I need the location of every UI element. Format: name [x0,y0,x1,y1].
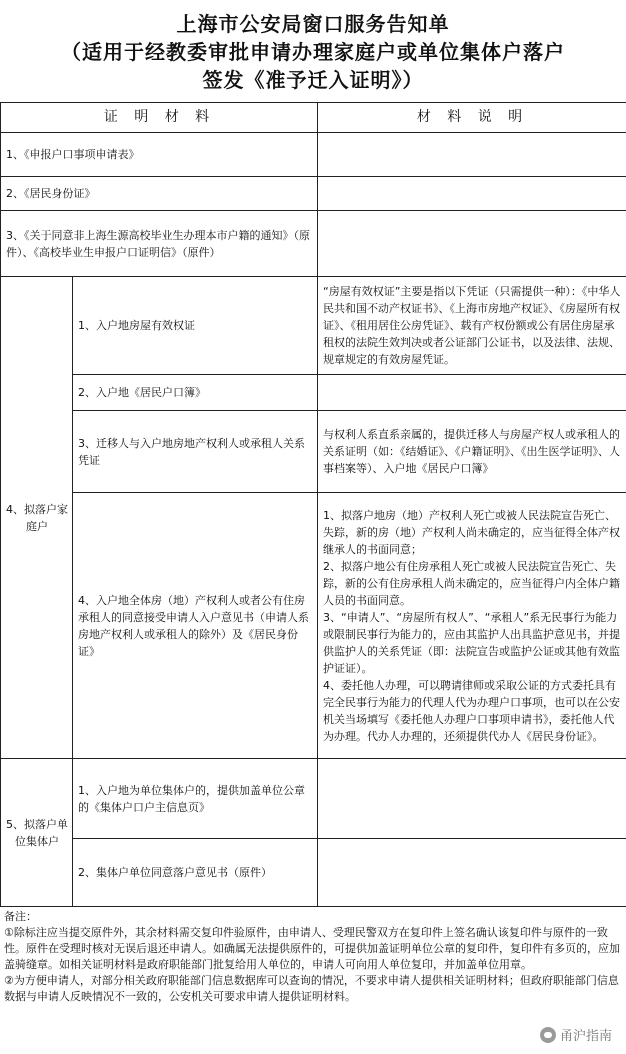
note-cell [318,133,626,177]
remarks-note-2: ②为方便申请人，对部分相关政府职能部门信息数据库可以查询的情况，不要求申请人提供相关证明材料；但政府职能部门信息数据与申请人反映情况不一致的，公安机关可要求申请人提供证明材料。 [4,974,619,1003]
table-row [1,211,626,277]
notice-subtitle-line2: 签发《准予迁入证明》） [202,68,424,92]
remarks-heading: 备注： [4,910,37,923]
table-row [1,759,626,839]
material-cell: 4、入户地全体房（地）产权利人或者公有住房承租人的同意接受申请人入户意见书（申请人系房地产权利人或承租人的除外）及《居民身份证》 [73,493,318,759]
material-cell: 2、集体户单位同意落户意见书（原件） [73,839,318,907]
note-cell [318,177,626,211]
note-cell: “房屋有效权证”主要是指以下凭证（只需提供一种）：《中华人民共和国不动产权证书》、《上海市房地产权证》、《房屋所有权证》、《租用居住公房凭证》、载有产权份额或公有居住房屋承租权的法院生效判决或者公证部门公证书，以及法律、法规、规章规定的有效房屋凭证。 [318,277,626,375]
watermark [540,1025,612,1044]
table-row [1,839,626,907]
material-cell: 1、《申报户口事项申请表》 [1,133,318,177]
notice-header [0,0,626,102]
material-cell: 1、入户地房屋有效权证 [73,277,318,375]
column-header-materials: 证 明 材 料 [1,103,318,133]
table-row [1,411,626,493]
table-row [1,493,626,759]
note-cell [318,759,626,839]
notice-subtitle-line1: （适用于经教委审批申请办理家庭户或单位集体户落户 [61,40,565,64]
watermark-text: 甬沪指南 [559,1029,612,1044]
notice-title: 上海市公安局窗口服务告知单 [176,12,450,36]
note-cell [318,211,626,277]
material-cell: 2、入户地《居民户口簿》 [73,375,318,411]
note-cell [318,839,626,907]
material-cell: 1、入户地为单位集体户的，提供加盖单位公章的《集体户口户主信息页》 [73,759,318,839]
note-cell: 1、拟落户地房（地）产权利人死亡或被人民法院宣告死亡、失踪，新的房（地）产权利人尚未确定的，应当征得全体产权继承人的书面同意； 2、拟落户地公有住房承租人死亡或被人民法院宣告死亡、失踪，新的公有住房承租人尚未确定的，应当征得户内全体户籍人员的书面同意。 3、“申请人”、“房屋所有权人”、“承租人”系无民事行为能力或限制民事行为能力的，应由其监护人出具监护意见书，并提供监护人的关系凭证（即：法院宣告或监护公证或其他有效监护证证）。 4、委托他人办理，可以聘请律师或采取公证的方式委托具有完全民事行为能力的代理人代为办理户口事项，也可以在公安机关当场填写《委托他人办理户口事项申请书》，委托他人代为办理。代办人办理的，还须提供代办人《居民身份证》。 [318,493,626,759]
remarks-note-1: ①除标注应当提交原件外，其余材料需交复印件验原件，由申请人、受理民警双方在复印件上签名确认该复印件与原件的一致性。原件在受理时核对无误后退还申请人。如确属无法提供原件的，可提供加盖证明单位公章的复印件，复印件有多页的，应加盖骑缝章。如相关证明材料是政府职能部门批复给用人单位的，申请人可向用人单位复印，并加盖单位用章。 [4,926,620,971]
materials-table [0,102,626,907]
table-header-row [1,103,626,133]
material-cell: 3、迁移人与入户地房地产权利人或承租人关系凭证 [73,411,318,493]
remarks-section [0,906,626,1054]
wechat-icon [540,1027,556,1043]
table-row [1,375,626,411]
column-header-notes: 材 料 说 明 [318,103,626,133]
note-cell: 与权利人系直系亲属的，提供迁移人与房屋产权人或承租人的关系证明（如：《结婚证》、《户籍证明》、《出生医学证明》、人事档案等）、入户地《居民户口簿》 [318,411,626,493]
note-cell [318,375,626,411]
table-row [1,277,626,375]
material-cell: 2、《居民身份证》 [1,177,318,211]
group-label-collective: 5、拟落户单位集体户 [1,759,73,907]
table-row [1,133,626,177]
material-cell: 3、《关于同意非上海生源高校毕业生办理本市户籍的通知》（原件）、《高校毕业生申报户口证明信》（原件） [1,211,318,277]
table-row [1,177,626,211]
group-label-household: 4、拟落户家庭户 [1,277,73,759]
